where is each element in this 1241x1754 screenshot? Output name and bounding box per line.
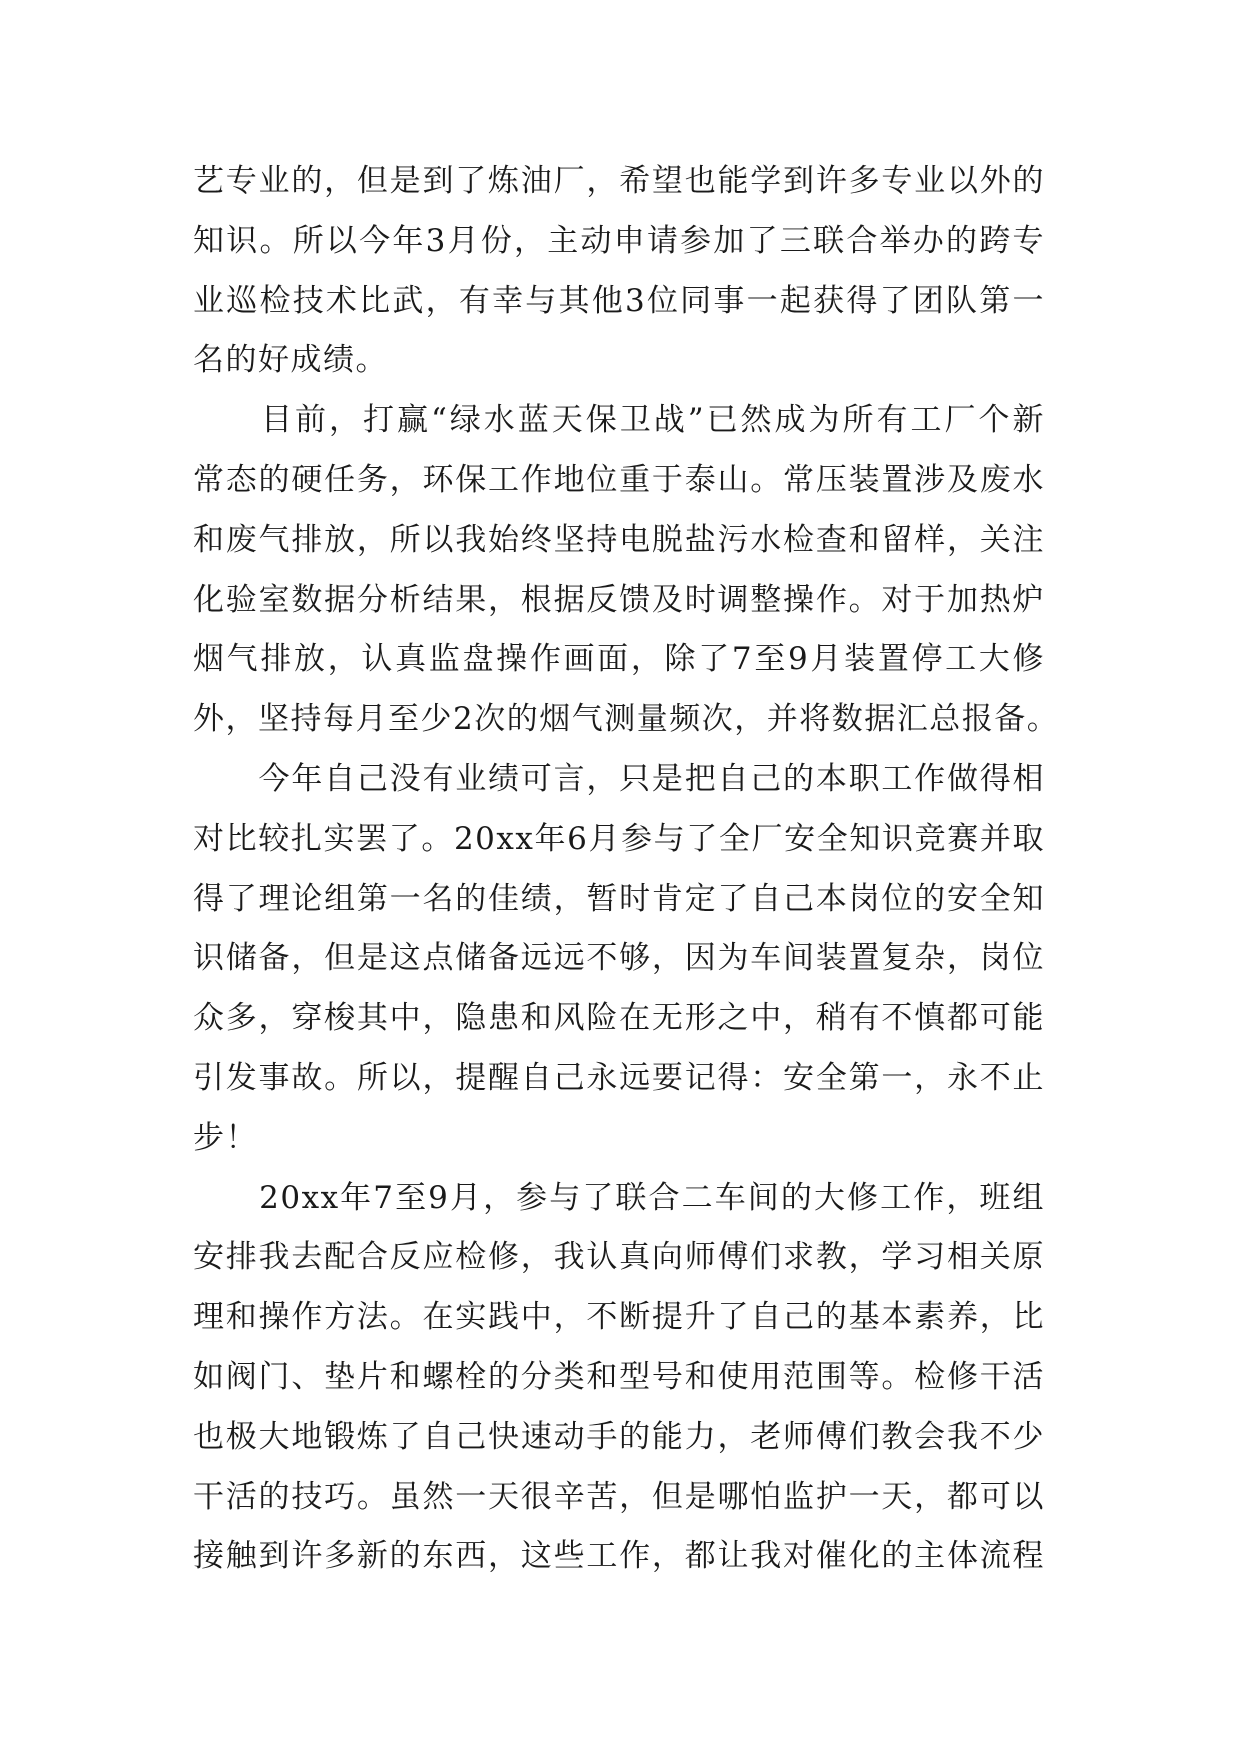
text-line: 得了理论组第一名的佳绩，暂时肯定了自己本岗位的安全知 bbox=[193, 880, 1045, 917]
text-line: 对比较扎实罢了。20xx年6月参与了全厂安全知识竞赛并取 bbox=[193, 820, 1045, 857]
paragraph-2 bbox=[193, 391, 1060, 750]
text-line: 接触到许多新的东西，这些工作，都让我对催化的主体流程 bbox=[193, 1538, 1045, 1575]
document-body bbox=[193, 152, 1060, 1587]
text-line: 引发事故。所以，提醒自己永远要记得：安全第一，永不止 bbox=[193, 1059, 1045, 1096]
text-line: 艺专业的，但是到了炼油厂，希望也能学到许多专业以外的 bbox=[193, 163, 1045, 199]
text-line: 名的好成绩。 bbox=[193, 342, 388, 379]
text-line: 业巡检技术比武，有幸与其他3位同事一起获得了团队第一 bbox=[193, 282, 1045, 319]
text-line: 20xx年7至9月，参与了联合二车间的大修工作，班组 bbox=[193, 1179, 1045, 1216]
text-line: 识储备，但是这点储备远远不够，因为车间装置复杂，岗位 bbox=[193, 940, 1045, 977]
text-line: 步！ bbox=[193, 1119, 258, 1156]
text-line: 知识。所以今年3月份，主动申请参加了三联合举办的跨专 bbox=[193, 222, 1045, 259]
text-line: 如阀门、垫片和螺栓的分类和型号和使用范围等。检修干活 bbox=[193, 1358, 1045, 1395]
text-line: 常态的硬任务，环保工作地位重于泰山。常压装置涉及废水 bbox=[193, 461, 1045, 498]
text-line: 烟气排放，认真监盘操作画面，除了7至9月装置停工大修 bbox=[193, 641, 1045, 678]
paragraph-1 bbox=[193, 152, 1045, 391]
text-line: 今年自己没有业绩可言，只是把自己的本职工作做得相 bbox=[193, 760, 1045, 797]
text-line: 和废气排放，所以我始终坚持电脱盐污水检查和留样，关注 bbox=[193, 521, 1045, 558]
text-line: 安排我去配合反应检修，我认真向师傅们求教，学习相关原 bbox=[193, 1239, 1045, 1276]
text-line: 化验室数据分析结果，根据反馈及时调整操作。对于加热炉 bbox=[193, 581, 1045, 618]
text-line: 外，坚持每月至少2次的烟气测量频次，并将数据汇总报备。 bbox=[193, 701, 1060, 738]
paragraph-4 bbox=[193, 1169, 1045, 1588]
text-line: 也极大地锻炼了自己快速动手的能力，老师傅们教会我不少 bbox=[193, 1418, 1045, 1455]
text-line: 众多，穿梭其中，隐患和风险在无形之中，稍有不慎都可能 bbox=[193, 1000, 1045, 1037]
text-line: 理和操作方法。在实践中，不断提升了自己的基本素养，比 bbox=[193, 1299, 1045, 1336]
text-line: 目前，打赢“绿水蓝天保卫战”已然成为所有工厂个新 bbox=[193, 402, 1045, 439]
text-line: 干活的技巧。虽然一天很辛苦，但是哪怕监护一天，都可以 bbox=[193, 1478, 1045, 1515]
paragraph-3 bbox=[193, 750, 1045, 1169]
